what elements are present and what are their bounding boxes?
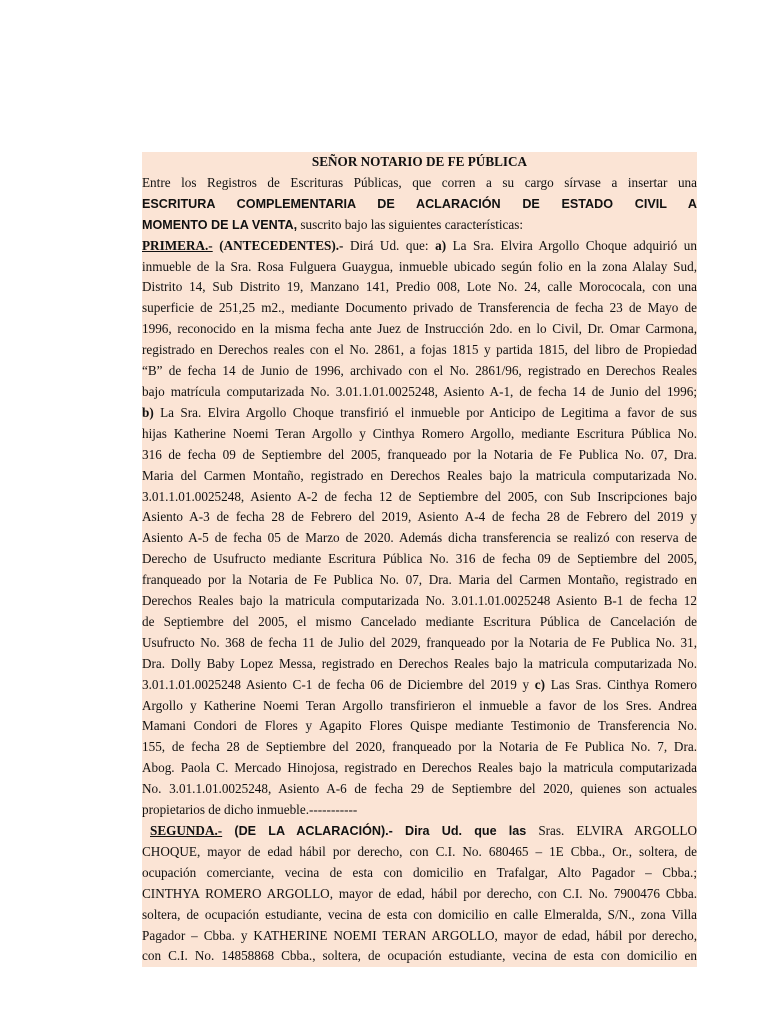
primera-a-label: a): [435, 237, 447, 253]
primera-line: franqueado por la Notaria de Fe Publica No. 07, Dra. Maria del Carmen Montaño, registrado en: [142, 572, 697, 588]
intro-bold: MOMENTO DE LA VENTA,: [142, 217, 298, 232]
primera-line: Usufructo No. 368 de fecha 11 de Julio del 2029, franqueado por la Notaria de Fe Publica No. 31,: [142, 634, 697, 650]
primera-line: Distrito 14, Sub Distrito 19, Manzano 141, Predio 008, Lote No. 24, calle Morococala, con una: [142, 279, 697, 295]
segunda-line: CINTHYA ROMERO ARGOLLO, mayor de edad, hábil por derecho, con C.I. No. 7900476 Cbba.: [142, 885, 697, 901]
intro-paragraph: [142, 173, 697, 236]
segunda-subheading: (DE LA ACLARACIÓN).- Dira Ud. que las: [222, 824, 527, 838]
primera-line: de Septiembre del 2005, el mismo Cancelado mediante Escritura Pública de Cancelación de: [142, 613, 697, 629]
document-title: SEÑOR NOTARIO DE FE PÚBLICA: [311, 154, 528, 169]
primera-line: Dra. Dolly Baby Lopez Messa, registrado en Derechos Reales bajo la matricula computarizada No.: [142, 655, 697, 671]
primera-line: Asiento A-5 de fecha 05 de Marzo de 2020. Además dicha transferencia se realizó con reserva de: [142, 530, 697, 546]
segunda-heading: SEGUNDA.-: [150, 823, 223, 838]
segunda-line: ocupación comerciante, vecina de esta con domicilio en Trafalgar, Alto Pagador – Cbba.;: [142, 864, 697, 880]
primera-text: Las Sras. Cinthya Romero: [545, 676, 697, 692]
clause-primera: [142, 236, 697, 821]
primera-line: “B” de fecha 14 de Junio de 1996, archivado con el No. 2861/96, registrado en Derechos Reales: [142, 363, 697, 379]
clause-segunda: [142, 821, 697, 967]
segunda-line: [142, 821, 697, 842]
primera-line: Asiento A-3 de fecha 28 de Febrero del 2019, Asiento A-4 de fecha 28 de Febrero del 2019 y: [142, 509, 697, 525]
primera-line: bajo matrícula computarizada No. 3.01.1.01.0025248, Asiento A-1, de fecha 14 de Junio del 1996;: [142, 383, 697, 399]
primera-subheading: (ANTECEDENTES).-: [212, 237, 344, 253]
document-body: [142, 152, 697, 967]
primera-line: hijas Katherine Noemi Teran Argollo y Cinthya Romero Argollo, mediante Escritura Pública No.: [142, 425, 697, 441]
segunda-line: soltera, de ocupación estudiante, vecina de esta con domicilio en calle Elmeralda, S/N., zona Villa: [142, 906, 697, 922]
primera-line: Mamani Condori de Flores y Agapito Flores Quispe mediante Testimonio de Transferencia No.: [142, 718, 697, 734]
primera-line: Argollo y Katherine Noemi Teran Argollo transfirieron el inmueble a favor de los Sres. Andrea: [142, 697, 697, 713]
primera-line: superficie de 251,25 m2., mediante Documento privado de Transferencia de fecha 23 de Mayo de: [142, 300, 697, 316]
intro-line: ESCRITURA COMPLEMENTARIA DE ACLARACIÓN DE ESTADO CIVIL A: [142, 196, 697, 211]
primera-line: 3.01.1.01.0025248, Asiento A-2 de fecha 12 de Septiembre del 2005, con Sub Inscripciones bajo: [142, 488, 697, 504]
primera-line: inmueble de la Sra. Rosa Fulguera Guaygua, inmueble ubicado según folio en la zona Alalay Sud,: [142, 258, 697, 274]
segunda-line: con C.I. No. 14858868 Cbba., soltera, de ocupación estudiante, vecina de esta con domicilio en: [142, 948, 697, 964]
segunda-line: CHOQUE, mayor de edad hábil por derecho, con C.I. No. 680465 – 1E Cbba., Or., soltera, de: [142, 843, 697, 859]
primera-line: Abog. Paola C. Mercado Hinojosa, registrado en Derechos Reales bajo la matricula computarizada: [142, 760, 697, 776]
primera-line: [142, 236, 697, 257]
primera-lead: Dirá Ud. que:: [343, 237, 436, 253]
primera-line: Derecho de Usufructo mediante Escritura Pública No. 316 de fecha 09 de Septiembre del 2005,: [142, 551, 697, 567]
primera-line: 155, de fecha 28 de Septiembre del 2020, franqueado por la Notaria de Fe Publica No. 7, Dra.: [142, 739, 697, 755]
primera-text: 3.01.1.01.0025248 Asiento C-1 de fecha 06 de Diciembre del 2019 y: [142, 676, 535, 692]
primera-b-label: b): [142, 404, 154, 420]
primera-line: registrado en Derechos reales con el No. 2861, a fojas 1815 y partida 1815, del libro de Propiedad: [142, 342, 697, 358]
primera-text: La Sra. Elvira Argollo Choque transfirió el inmueble por Anticipo de Legitima a favor de sus: [153, 404, 697, 420]
segunda-line: Pagador – Cbba. y KATHERINE NOEMI TERAN ARGOLLO, mayor de edad, hábil por derecho,: [142, 927, 697, 943]
primera-closing: propietarios de dicho inmueble.-----------: [142, 802, 358, 818]
intro-line: [142, 215, 697, 236]
primera-c-label: c): [534, 676, 546, 692]
primera-line: Maria del Carmen Montaño, registrado en Derechos Reales bajo la matricula computarizada No.: [142, 467, 697, 483]
primera-line: 316 de fecha 09 de Septiembre del 2005, franqueado por la Notaria de Fe Publica No. 07, Dra.: [142, 446, 697, 462]
primera-heading: PRIMERA.-: [142, 237, 213, 253]
primera-line: No. 3.01.1.01.0025248, Asiento A-6 de fecha 29 de Septiembre del 2020, quienes son actuales: [142, 781, 697, 797]
primera-line: Derechos Reales bajo la matricula computarizada No. 3.01.1.01.0025248 Asiento B-1 de fecha 12: [142, 593, 697, 609]
primera-line: 1996, reconocido en la misma fecha ante Juez de Instrucción 2do. en lo Civil, Dr. Omar Carmona,: [142, 321, 697, 337]
primera-line: [142, 675, 697, 696]
intro-line: Entre los Registros de Escrituras Públicas, que corren a su cargo sírvase a insertar una: [142, 174, 697, 190]
primera-text: La Sra. Elvira Argollo Choque adquirió un: [446, 237, 697, 253]
intro-rest: suscrito bajo las siguientes características:: [297, 216, 524, 232]
primera-line: [142, 403, 697, 424]
segunda-text: Sras. ELVIRA ARGOLLO: [526, 823, 697, 838]
